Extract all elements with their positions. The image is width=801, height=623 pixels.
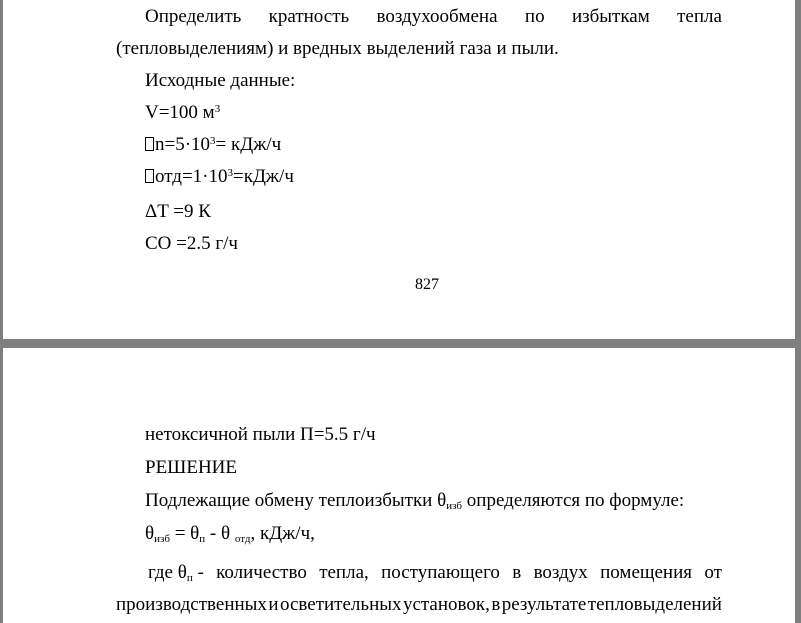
word: помещения <box>600 562 693 583</box>
solution-heading: РЕШЕНИЕ <box>145 457 237 478</box>
heat-output-value: $отд=1\cdot 10^3=кДж/ч$ <box>145 166 294 188</box>
word: воздух <box>533 562 588 583</box>
word: Определить <box>145 6 242 27</box>
word: от <box>704 562 722 583</box>
formula-intro: Подлежащие обмену теплоизбытки $\theta_{изб}$ определяются по формуле: <box>145 490 685 512</box>
word: в <box>512 562 522 583</box>
page-number: 827 <box>415 276 439 293</box>
word: поступающего <box>381 562 500 583</box>
missing-glyph-icon <box>145 137 154 151</box>
heat-input-value: $n=5\cdot 10^3= кДж/ч$ <box>145 134 281 156</box>
task-paragraph-line-1 <box>145 6 722 28</box>
delta-t-value: ΔT =9 К <box>145 201 211 222</box>
document-page-1 <box>3 0 795 339</box>
volume-value: V=100 $м^3$ <box>145 102 221 123</box>
word: где $\theta_п$ - <box>148 562 204 584</box>
word: по <box>524 6 545 27</box>
word: тепловыделений <box>587 594 722 615</box>
word: установок, <box>402 594 490 615</box>
definition-line-2 <box>116 594 722 616</box>
word: воздухообмена <box>376 6 498 27</box>
document-page-2 <box>3 348 795 623</box>
word: тепла, <box>319 562 369 583</box>
word: производственных <box>116 594 267 615</box>
co-value: CO =2.5 г/ч <box>145 233 238 254</box>
word: в <box>491 594 501 615</box>
word: кратность <box>268 6 350 27</box>
word: осветительных <box>280 594 402 615</box>
word: количество <box>216 562 307 583</box>
missing-glyph-icon <box>145 169 154 183</box>
task-paragraph-line-2: (тепловыделениям) и вредных выделений газа и пыли. <box>116 38 559 59</box>
heat-excess-formula: $\theta_{изб} = \theta_п - \theta$ $_{отд}$, кДж/ч, <box>145 523 315 545</box>
definition-line-1 <box>148 562 722 584</box>
word: тепла <box>677 6 722 27</box>
word: избыткам <box>571 6 650 27</box>
word: результате <box>501 594 587 615</box>
dust-value: нетоксичной пыли П=5.5 г/ч <box>145 424 376 445</box>
initial-data-heading: Исходные данные: <box>145 70 296 91</box>
word: и <box>268 594 279 615</box>
